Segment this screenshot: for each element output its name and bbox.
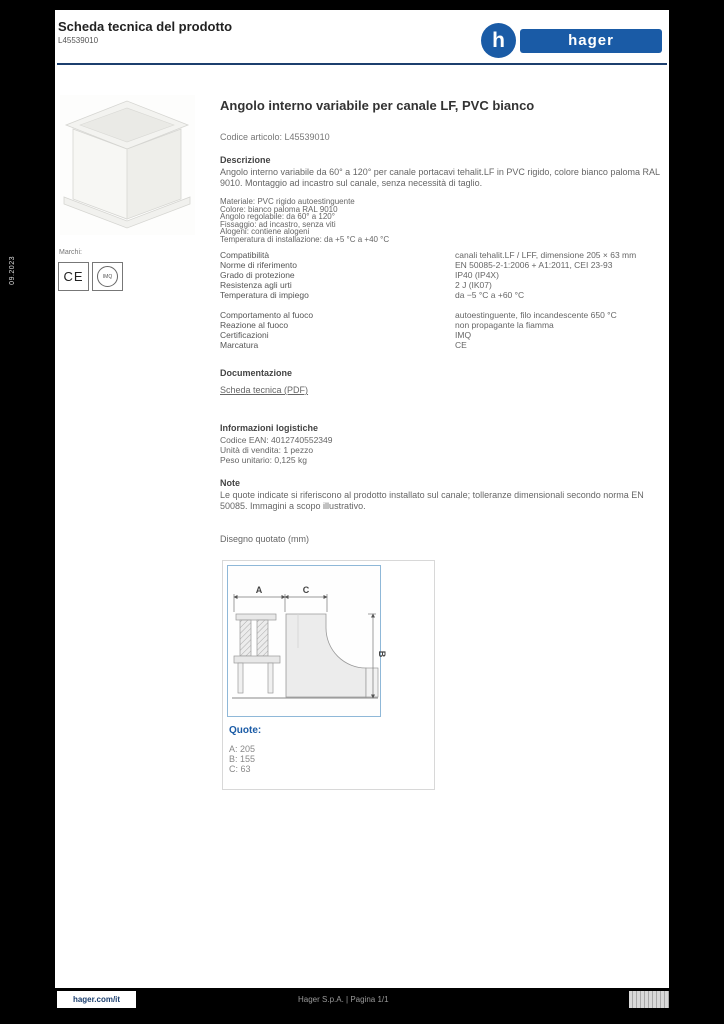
spec-row	[220, 250, 666, 260]
imq-mark	[92, 262, 123, 291]
hager-logo-wordmark: hager	[520, 29, 662, 53]
hager-logo-icon: h	[481, 23, 516, 58]
trunking-section	[234, 614, 280, 693]
spec-table-2	[220, 310, 666, 350]
spec-value: EN 50085-2-1:2006 + A1:2011, CEI 23-93	[455, 260, 613, 270]
quote-line-c: C: 63	[229, 764, 251, 774]
footer-center-text: Hager S.p.A. | Pagina 1/1	[298, 995, 389, 1004]
drawing-heading: Disegno quotato (mm)	[220, 534, 310, 544]
feature-line: Colore: bianco paloma RAL 9010	[220, 204, 338, 214]
dimension-c	[285, 594, 327, 612]
spec-label: Temperatura di impiego	[220, 290, 309, 300]
documents-section	[220, 368, 666, 398]
logistics-line: Codice EAN: 4012740552349	[220, 435, 333, 445]
logistics-label: Informazioni logistiche	[220, 423, 319, 433]
feature-line: Fissaggio: ad incastro, senza viti	[220, 219, 336, 229]
description-label: Descrizione	[220, 155, 271, 165]
spec-label: Marcatura	[220, 340, 259, 350]
feature-line: Alogeni: contiene alogeni	[220, 227, 310, 236]
spec-label: Reazione al fuoco	[220, 320, 289, 330]
page-title: Scheda tecnica del prodotto	[58, 19, 233, 34]
spec-value: da −5 °C a +60 °C	[455, 290, 525, 300]
drawing-panel	[222, 560, 435, 790]
spec-label: Grado di protezione	[220, 270, 295, 280]
ce-mark: CE	[58, 262, 89, 291]
description-section	[220, 155, 666, 189]
notes-label: Note	[220, 478, 240, 488]
header-reference: L45539010	[58, 36, 99, 45]
spec-table-1	[220, 250, 666, 300]
feature-line: Temperatura di installazione: da +5 °C a +40 °C	[220, 234, 390, 244]
dim-label-b: B	[377, 650, 387, 658]
quote-line-b: B: 155	[229, 754, 256, 764]
quote-values	[229, 744, 255, 774]
marks-caption: Marchi:	[59, 249, 82, 256]
spec-label: Certificazioni	[220, 330, 269, 340]
spec-label: Compatibilità	[220, 250, 270, 260]
spec-row	[220, 320, 666, 330]
spec-label: Comportamento al fuoco	[220, 310, 314, 320]
documents-label: Documentazione	[220, 368, 293, 378]
footer-barcode	[629, 991, 669, 1008]
product-title: Angolo interno variabile per canale LF, PVC bianco	[220, 98, 535, 113]
spec-row	[220, 290, 666, 300]
datasheet-page	[55, 10, 669, 988]
spec-row	[220, 330, 666, 340]
elbow-profile	[286, 614, 378, 697]
quote-label: Quote:	[229, 725, 262, 736]
spec-row	[220, 270, 666, 280]
header-divider	[57, 63, 667, 65]
spec-row	[220, 280, 666, 290]
spec-value: autoestinguente, filo incandescente 650 °C	[455, 310, 617, 320]
hager-logo	[481, 23, 662, 58]
logistics-line: Unità di vendita: 1 pezzo	[220, 445, 314, 455]
spec-label: Resistenza agli urti	[220, 280, 292, 290]
spec-row	[220, 260, 666, 270]
logistics-section	[220, 423, 666, 465]
quote-line-a: A: 205	[229, 744, 256, 754]
logistics-line: Peso unitario: 0,125 kg	[220, 455, 307, 465]
product-image	[60, 95, 195, 235]
notes-text: Le quote indicate si riferiscono al prodotto installato sul canale; tolleranze dimensionali secondo norma EN 50085. Immagini a scopo illustrativo.	[220, 490, 644, 511]
dim-label-c: C	[302, 585, 310, 595]
spec-value: IMQ	[455, 330, 472, 340]
technical-drawing-box	[227, 565, 387, 717]
margin-note: 09.2023	[9, 256, 16, 285]
dim-label-a: A	[255, 585, 263, 595]
footer-site-link[interactable]: hager.com/it	[57, 991, 136, 1008]
imq-mark-icon: IMQ	[97, 266, 118, 287]
spec-value: non propagante la fiamma	[455, 320, 554, 330]
technical-drawing	[228, 566, 387, 714]
spec-row	[220, 340, 666, 350]
datasheet-pdf-link[interactable]: Scheda tecnica (PDF)	[220, 385, 309, 395]
spec-value: 2 J (IK07)	[455, 280, 492, 290]
spec-label: Norme di riferimento	[220, 260, 297, 270]
spec-row	[220, 310, 666, 320]
features-list	[220, 198, 666, 243]
dimension-a	[234, 594, 285, 612]
description-text: Angolo interno variabile da 60° a 120° per canale portacavi tehalit.LF in PVC rigido, colore bianco paloma RAL 9010. Montaggio ad incastro sul canale, senza necessità di taglio.	[220, 167, 660, 188]
spec-value: canali tehalit.LF / LFF, dimensione 205 × 63 mm	[455, 250, 637, 260]
spec-value: IP40 (IP4X)	[455, 270, 499, 280]
notes-section	[220, 478, 666, 512]
feature-line: Materiale: PVC rigido autoestinguente	[220, 197, 355, 206]
product-code: Codice articolo: L45539010	[220, 132, 330, 142]
feature-line: Angolo regolabile: da 60° a 120°	[220, 212, 335, 221]
spec-value: CE	[455, 340, 467, 350]
